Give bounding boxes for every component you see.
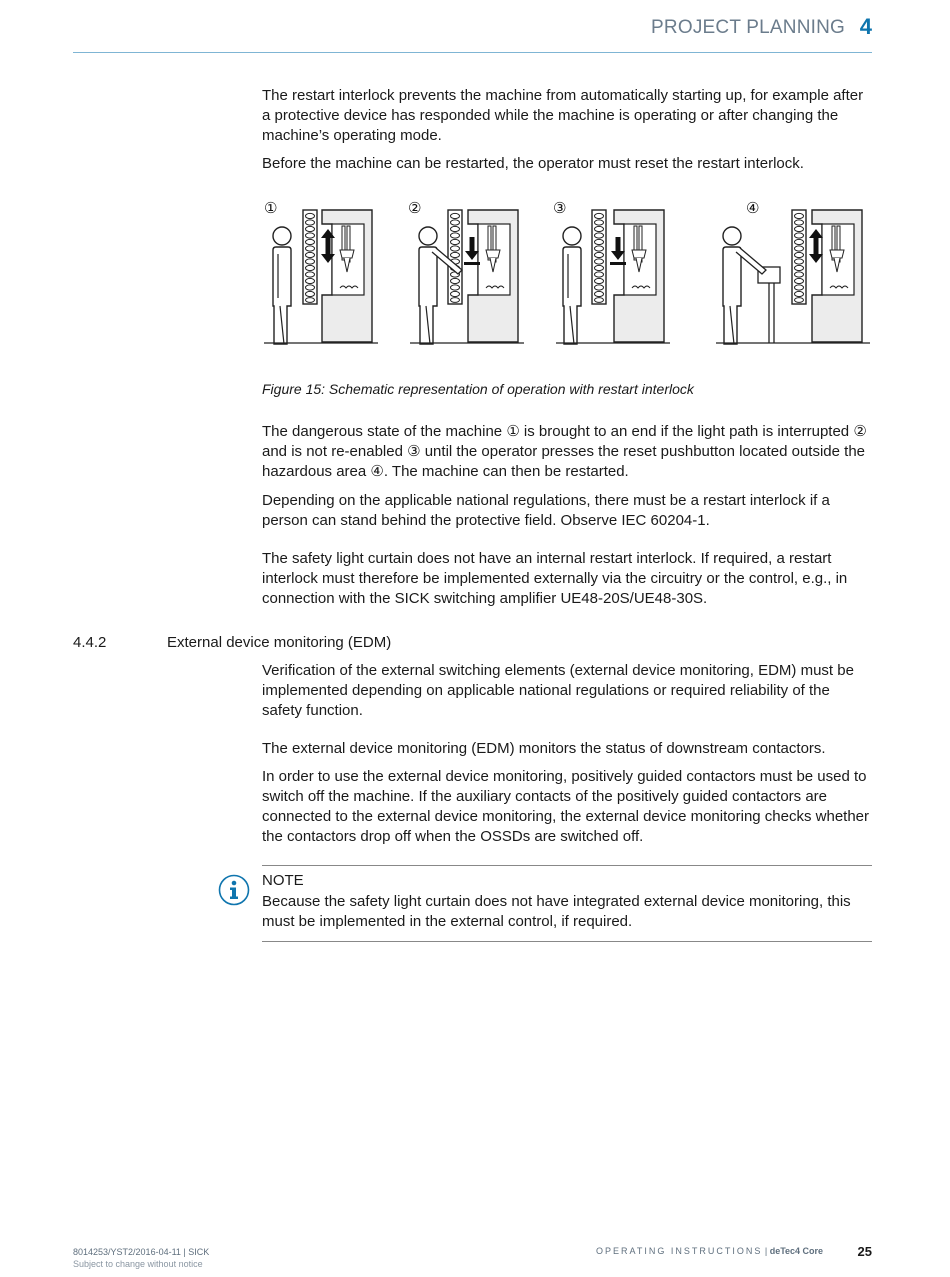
marker-2: ② [408, 199, 422, 217]
footer-operating-instructions: OPERATING INSTRUCTIONS [596, 1246, 763, 1256]
note-text: Because the safety light curtain does not have integrated external device monitoring, this must be implemented in the external control, if required. [262, 893, 851, 930]
paragraph-reset-required: Before the machine can be restarted, the operator must reset the restart interlock. [262, 155, 804, 172]
footer-doc-id: 8014253/YST2/2016-04-11 | SICK [73, 1247, 210, 1257]
footer-product: deTec4 Core [769, 1246, 824, 1256]
section-number: 4.4.2 [73, 634, 107, 651]
figure-restart-interlock [262, 197, 874, 352]
footer-notice: Subject to change without notice [73, 1259, 203, 1269]
section-title: External device monitoring (EDM) [167, 634, 392, 651]
paragraph-national-regulations: Depending on the applicable national regulations, there must be a restart interlock if a person can stand behind the protective field. Observe IEC 60204-1. [262, 492, 830, 529]
paragraph-restart-intro: The restart interlock prevents the machine from automatically starting up, for example after a protective device has responded while the machine is operating or after changing the machine’s operating mode. [262, 87, 864, 144]
note-top-rule [262, 865, 872, 866]
paragraph-no-internal-interlock: The safety light curtain does not have an internal restart interlock. If required, a restart interlock must therefore be implemented externally via the circuitry or the control, e.g., in connection with the SICK switching amplifier UE48-20S/UE48-30S. [262, 550, 848, 607]
note-label: NOTE [262, 872, 304, 889]
paragraph-edm-verification: Verification of the external switching elements (external device monitoring, EDM) must be implemented depending on applicable national regulations or required reliability of the safety function. [262, 662, 854, 719]
info-icon [218, 874, 250, 906]
note-bottom-rule [262, 941, 872, 942]
panel-not-reenabled [556, 210, 670, 344]
paragraph-dangerous-state: The dangerous state of the machine ① is brought to an end if the light path is interrupted ② and is not re-enabled ③ until the operator presses the reset pushbutton located outside the hazardous area ④. The machine can then be restarted. [262, 423, 867, 480]
footer-doc-type: OPERATING INSTRUCTIONS | deTec4 Core [596, 1246, 824, 1256]
marker-4: ④ [746, 199, 760, 217]
paragraph-edm-monitors: The external device monitoring (EDM) monitors the status of downstream contactors. [262, 740, 826, 757]
panel-reset-pushbutton [716, 210, 870, 344]
marker-3: ③ [553, 199, 567, 217]
paragraph-edm-usage: In order to use the external device monitoring, positively guided contactors must be used to switch off the machine. If the auxiliary contacts of the positively guided contactors are connected to the external device monitoring, the external device monitoring checks whether the contactors drop off when the OSSDs are switched off. [262, 768, 870, 845]
header-chapter-number: 4 [859, 14, 872, 39]
header-divider [73, 52, 872, 53]
figure-caption: Figure 15: Schematic representation of operation with restart interlock [262, 381, 694, 397]
footer-page-number: 25 [857, 1244, 872, 1259]
restart-interlock-illustration [262, 197, 874, 347]
panel-light-path-interrupted [410, 210, 524, 344]
footer-doc-info [73, 1246, 209, 1270]
panel-dangerous-state [264, 210, 378, 344]
marker-1: ① [264, 199, 278, 217]
header-section-title: PROJECT PLANNING [651, 17, 845, 38]
